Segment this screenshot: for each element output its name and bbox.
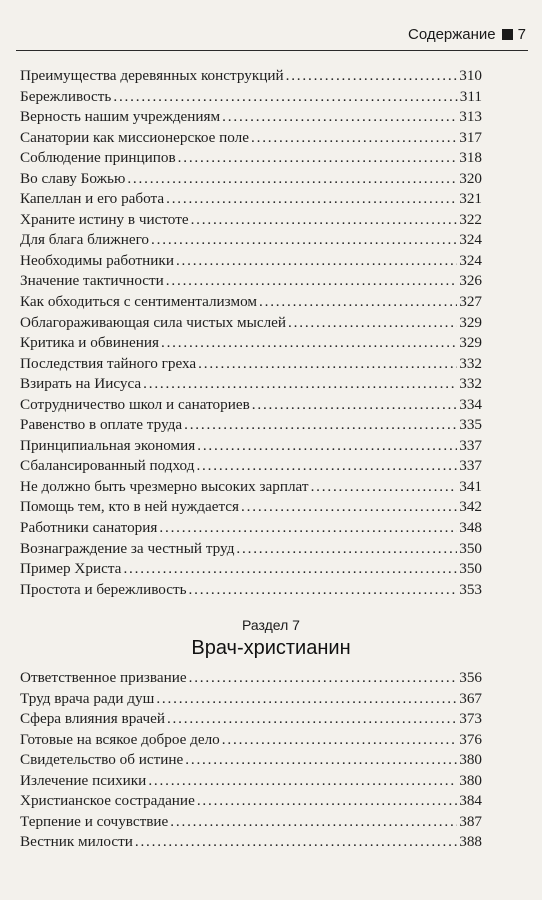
toc-entry-title: Сотрудничество школ и санаториев bbox=[20, 395, 250, 413]
toc-entry-title: Христианское сострадание bbox=[20, 792, 195, 810]
toc-entry-page: 341 bbox=[459, 477, 482, 495]
toc-entry-page: 384 bbox=[459, 792, 482, 810]
toc-entry-title: Бережливость bbox=[20, 87, 112, 105]
toc-entry-page: 334 bbox=[459, 395, 482, 413]
toc-entry-title: Как обходиться с сентиментализмом bbox=[20, 293, 257, 311]
toc-entry-page: 350 bbox=[459, 539, 482, 557]
dot-leader bbox=[156, 689, 457, 710]
toc-entry bbox=[20, 559, 482, 580]
toc-entry bbox=[20, 750, 482, 771]
dot-leader bbox=[222, 730, 457, 751]
dot-leader bbox=[236, 539, 457, 560]
toc-entry bbox=[20, 436, 482, 457]
dot-leader bbox=[148, 771, 457, 792]
toc-entry-title: Вестник милости bbox=[20, 833, 133, 851]
toc-entry bbox=[20, 148, 482, 169]
toc-entry-title: Сбалансированный подход bbox=[20, 457, 195, 475]
toc-entry-page: 327 bbox=[459, 293, 482, 311]
toc-entry-page: 329 bbox=[459, 334, 482, 352]
toc-entry-title: Капеллан и его работа bbox=[20, 190, 165, 208]
toc-entry bbox=[20, 730, 482, 751]
toc-entry bbox=[20, 292, 482, 313]
toc-entry bbox=[20, 477, 482, 498]
toc-entry-title: Излечение психики bbox=[20, 771, 147, 789]
dot-leader bbox=[123, 559, 457, 580]
toc-entry bbox=[20, 395, 482, 416]
toc-entry-page: 356 bbox=[459, 669, 482, 686]
dot-leader bbox=[198, 354, 457, 375]
toc-entry-page: 313 bbox=[459, 108, 482, 126]
toc-entry bbox=[20, 189, 482, 210]
toc-entry-page: 348 bbox=[459, 519, 482, 537]
toc-entry-page: 387 bbox=[459, 812, 482, 830]
toc-entry-page: 329 bbox=[459, 313, 482, 331]
toc-entry-page: 376 bbox=[459, 730, 482, 748]
toc-entry-page: 332 bbox=[459, 354, 482, 372]
dot-leader bbox=[241, 497, 457, 518]
toc-entry-title: Готовые на всякое доброе дело bbox=[20, 730, 220, 748]
toc-entry-title: Санатории как миссионерское поле bbox=[20, 128, 249, 146]
dot-leader bbox=[178, 148, 458, 169]
dot-leader bbox=[184, 415, 457, 436]
toc-entry-page: 322 bbox=[459, 210, 482, 228]
toc-list-part1 bbox=[20, 66, 482, 600]
toc-entry bbox=[20, 539, 482, 560]
toc-entry bbox=[20, 87, 482, 108]
toc-entry-page: 380 bbox=[459, 771, 482, 789]
dot-leader bbox=[166, 189, 457, 210]
toc-entry bbox=[20, 518, 482, 539]
toc-entry bbox=[20, 230, 482, 251]
toc-entry-title: Сфера влияния врачей bbox=[20, 710, 165, 728]
toc-entry-page: 337 bbox=[459, 457, 482, 475]
toc-entry-page: 324 bbox=[459, 231, 482, 249]
square-bullet-icon bbox=[502, 29, 513, 40]
toc-entry bbox=[20, 812, 482, 833]
running-header-text bbox=[408, 26, 526, 43]
toc-entry-page: 317 bbox=[459, 128, 482, 146]
toc-entry-page: 367 bbox=[459, 689, 482, 707]
toc-entry bbox=[20, 668, 482, 689]
toc-entry-page: 335 bbox=[459, 416, 482, 434]
dot-leader bbox=[151, 230, 457, 251]
toc-entry-title: Во славу Божью bbox=[20, 169, 126, 187]
toc-entry bbox=[20, 169, 482, 190]
toc-entry-page: 318 bbox=[459, 149, 482, 167]
toc-entry bbox=[20, 771, 482, 792]
dot-leader bbox=[127, 169, 457, 190]
dot-leader bbox=[251, 128, 457, 149]
dot-leader bbox=[196, 456, 457, 477]
dot-leader bbox=[189, 668, 458, 689]
dot-leader bbox=[197, 436, 457, 457]
dot-leader bbox=[252, 395, 457, 416]
toc-entry-page: 337 bbox=[459, 436, 482, 454]
toc-entry-title: Свидетельство об истине bbox=[20, 751, 184, 769]
toc-entry bbox=[20, 354, 482, 375]
toc-entry-page: 332 bbox=[459, 375, 482, 393]
toc-entry-title: Вознаграждение за честный труд bbox=[20, 539, 235, 557]
dot-leader bbox=[176, 251, 457, 272]
toc-entry-title: Труд врача ради душ bbox=[20, 689, 155, 707]
toc-entry-page: 311 bbox=[459, 87, 482, 105]
toc-entry-title: Пример Христа bbox=[20, 560, 122, 578]
toc-entry bbox=[20, 128, 482, 149]
toc-entry-page: 320 bbox=[459, 169, 482, 187]
toc-entry-title: Последствия тайного греха bbox=[20, 354, 197, 372]
toc-entry bbox=[20, 580, 482, 601]
section-title: Врач-христианин bbox=[191, 637, 351, 659]
toc-entry bbox=[20, 374, 482, 395]
toc-entry-title: Храните истину в чистоте bbox=[20, 210, 189, 228]
toc-entry-title: Ответственное призвание bbox=[20, 669, 187, 686]
dot-leader bbox=[113, 87, 457, 108]
toc-entry bbox=[20, 497, 482, 518]
toc-entry-title: Для блага ближнего bbox=[20, 231, 150, 249]
toc-entry-page: 353 bbox=[459, 580, 482, 598]
toc-entry-page: 321 bbox=[459, 190, 482, 208]
running-header-title: Содержание bbox=[407, 26, 496, 43]
toc-entry-page: 373 bbox=[459, 710, 482, 728]
toc-entry-page: 388 bbox=[459, 833, 482, 851]
toc-entry-title: Взирать на Иисуса bbox=[20, 375, 142, 393]
dot-leader bbox=[189, 580, 458, 601]
dot-leader bbox=[259, 292, 457, 313]
toc-entry-page: 324 bbox=[459, 251, 482, 269]
toc-entry bbox=[20, 791, 482, 812]
toc-entry-title: Верность нашим учреждениям bbox=[20, 108, 221, 126]
toc-entry bbox=[20, 66, 482, 87]
toc-entry bbox=[20, 832, 482, 853]
dot-leader bbox=[135, 832, 457, 853]
toc-entry bbox=[20, 107, 482, 128]
toc-entry bbox=[20, 251, 482, 272]
dot-leader bbox=[222, 107, 457, 128]
toc-entry-title: Работники санатория bbox=[20, 519, 158, 537]
toc-entry-page: 350 bbox=[459, 560, 482, 578]
toc-entry-page: 310 bbox=[459, 67, 482, 84]
page-number: 7 bbox=[517, 26, 526, 43]
toc-entry-title: Значение тактичности bbox=[20, 272, 164, 290]
toc-entry bbox=[20, 271, 482, 292]
toc-entry-page: 326 bbox=[459, 272, 482, 290]
dot-leader bbox=[170, 812, 457, 833]
toc-entry-title: Простота и бережливость bbox=[20, 580, 187, 598]
toc-entry-title: Облагораживающая сила чистых мыслей bbox=[20, 313, 287, 331]
toc-entry-title: Преимущества деревянных конструкций bbox=[20, 67, 284, 84]
toc-entry bbox=[20, 415, 482, 436]
toc-entry-title: Принципиальная экономия bbox=[20, 436, 196, 454]
toc-entry bbox=[20, 689, 482, 710]
toc-entry-title: Критика и обвинения bbox=[20, 334, 159, 352]
toc-entry-title: Равенство в оплате труда bbox=[20, 416, 183, 434]
toc-entry bbox=[20, 210, 482, 231]
toc-entry-page: 380 bbox=[459, 751, 482, 769]
dot-leader bbox=[159, 518, 457, 539]
toc-entry bbox=[20, 313, 482, 334]
section-label: Раздел 7 bbox=[242, 617, 300, 633]
dot-leader bbox=[161, 333, 457, 354]
toc-entry-title: Помощь тем, кто в ней нуждается bbox=[20, 498, 240, 516]
dot-leader bbox=[143, 374, 457, 395]
toc-entry-title: Терпение и сочувствие bbox=[20, 812, 169, 830]
running-header bbox=[16, 22, 528, 51]
dot-leader bbox=[185, 750, 457, 771]
toc-entry-title: Не должно быть чрезмерно высоких зарплат bbox=[20, 477, 309, 495]
dot-leader bbox=[191, 210, 458, 231]
dot-leader bbox=[286, 66, 458, 87]
toc-entry bbox=[20, 456, 482, 477]
dot-leader bbox=[166, 271, 457, 292]
toc-entry-title: Соблюдение принципов bbox=[20, 149, 176, 167]
toc-entry-page: 342 bbox=[459, 498, 482, 516]
toc-entry bbox=[20, 333, 482, 354]
toc-entry bbox=[20, 709, 482, 730]
dot-leader bbox=[311, 477, 458, 498]
dot-leader bbox=[197, 791, 457, 812]
toc-list-part2 bbox=[20, 668, 482, 853]
dot-leader bbox=[167, 709, 457, 730]
dot-leader bbox=[288, 313, 457, 334]
toc-entry-title: Необходимы работники bbox=[20, 251, 174, 269]
